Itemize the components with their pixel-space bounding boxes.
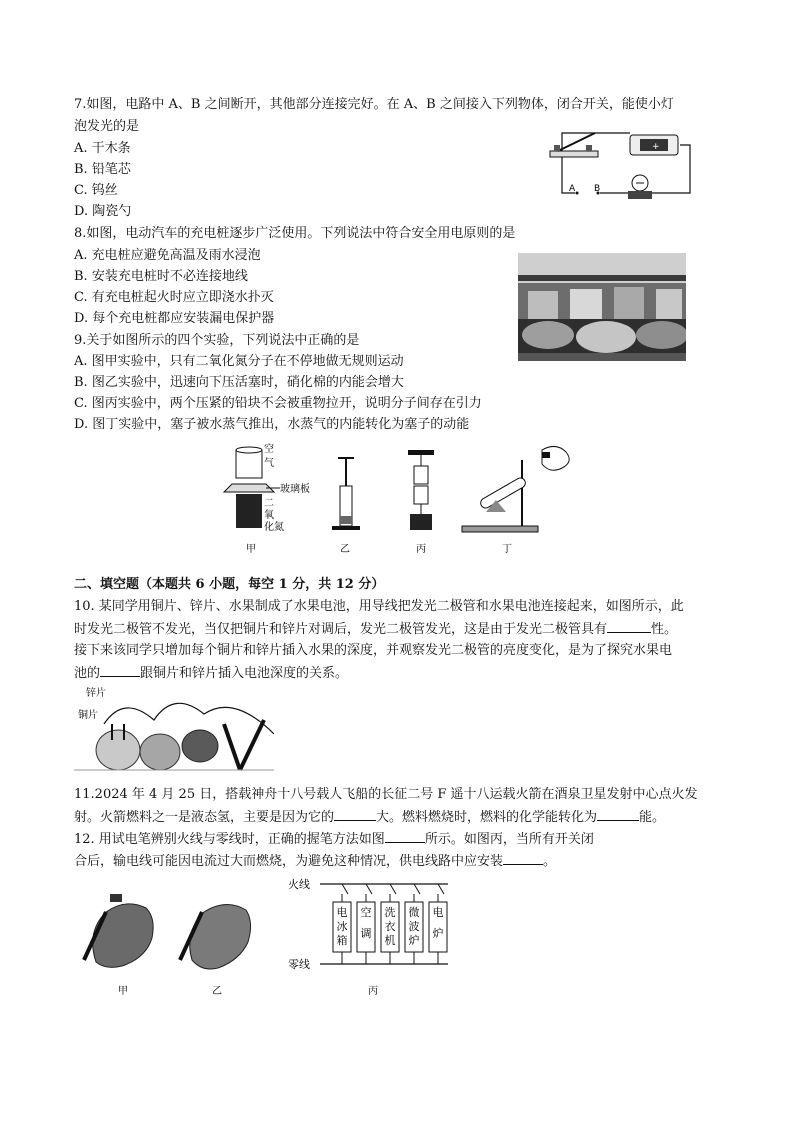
appliance-label: 机 — [384, 934, 396, 947]
q12-caption-yi: 乙 — [212, 986, 222, 997]
q9-option-a: A. 图甲实验中，只有二氧化氮分子在不停地做无规则运动 — [74, 354, 404, 369]
q12-line2 — [74, 852, 556, 871]
q11-line2-c: 能。 — [639, 810, 666, 825]
q9-caption-jia: 甲 — [246, 544, 256, 555]
q11-line1: 11.2024 年 4 月 25 日，搭载神舟十八号载人飞船的长征二号 F 遥十八运载火箭在酒泉卫星发射中心点火发 — [74, 787, 698, 802]
q7-label-a: A — [569, 184, 576, 194]
no2-label-3: 化氮 — [264, 522, 284, 533]
appliance-label: 空 — [360, 906, 372, 919]
switch — [414, 884, 420, 894]
q11-blank-1 — [334, 808, 376, 821]
section-2-heading: 二、填空题（本题共 6 小题，每空 1 分，共 12 分） — [74, 577, 385, 592]
copper-label: 铜片 — [78, 710, 98, 721]
glass-plate-label: 玻璃板 — [280, 484, 310, 495]
q10-blank-2 — [100, 664, 140, 677]
q9-experiments-figure — [216, 440, 586, 558]
q11-blank-2 — [597, 808, 639, 821]
zinc-label: 锌片 — [86, 688, 106, 699]
q10-line4-a: 池的 — [74, 666, 101, 681]
q12-line2-b: 。 — [543, 854, 557, 869]
q12-blank-1 — [385, 830, 425, 843]
q7-label-b: B — [594, 184, 601, 194]
q7-stem-line2: 泡发光的是 — [74, 119, 140, 134]
appliance-label: 箱 — [336, 934, 348, 947]
q10-line4 — [74, 664, 348, 683]
q8-option-b: B. 安装充电桩时不必连接地线 — [74, 269, 248, 284]
q7-option-c: C. 钨丝 — [74, 183, 118, 198]
q12-caption-jia: 甲 — [118, 986, 128, 997]
appliance-label: 炉 — [432, 927, 444, 940]
q7-option-d: D. 陶瓷勺 — [74, 204, 132, 219]
q9-caption-yi: 乙 — [340, 544, 350, 555]
switch — [366, 884, 372, 894]
switch — [438, 884, 444, 894]
q11-line2 — [74, 808, 665, 827]
fruit-battery-figure — [74, 684, 274, 772]
q10-blank-1 — [607, 620, 651, 633]
q12-line2-a: 合后，输电线可能因电流过大而燃烧，为避免这种情况，供电线路中应安装 — [74, 854, 504, 869]
q8-option-c: C. 有充电桩起火时应立即浇水扑灭 — [74, 290, 274, 305]
q12-line1-b: 所示。如图丙，当所有开关闭 — [424, 832, 594, 847]
q10-line4-b: 跟铜片和锌片插入电池深度的关系。 — [140, 666, 349, 681]
q10-line1: 10. 某同学用铜片、锌片、水果制成了水果电池，用导线把发光二极管和水果电池连接起来，如图所示，此 — [74, 599, 684, 614]
q7-option-b: B. 铅笔芯 — [74, 162, 131, 177]
q10-line2-b: 性。 — [651, 622, 678, 637]
q7-circuit-figure — [540, 125, 700, 207]
q9-option-d: D. 图丁实验中，塞子被水蒸气推出，水蒸气的内能转化为塞子的动能 — [74, 417, 470, 432]
q9-option-c: C. 图丙实验中，两个压紧的铅块不会被重物拉开，说明分子间存在引力 — [74, 396, 482, 411]
q9-caption-ding: 丁 — [502, 544, 512, 555]
air-label-2: 气 — [264, 458, 274, 469]
svg-text:+: + — [652, 142, 660, 152]
q7-stem-line1: 7.如图，电路中 A、B 之间断开，其他部分连接完好。在 A、B 之间接入下列物体，闭合开关，能使小灯 — [74, 97, 674, 112]
q11-line2-b: 大。燃料燃烧时，燃料的化学能转化为 — [376, 810, 598, 825]
appliance-label: 电 — [432, 906, 444, 919]
appliance-label: 波 — [408, 920, 420, 933]
test-pen-grip-figures — [76, 872, 266, 1002]
q12-blank-2 — [503, 852, 543, 865]
q12-line1 — [74, 830, 594, 849]
switch — [390, 884, 396, 894]
neutral-wire-label: 零线 — [288, 958, 310, 971]
household-circuit-figure — [284, 872, 454, 1002]
charging-station-photo — [518, 253, 686, 361]
appliance-label: 冰 — [336, 920, 348, 933]
q8-option-d: D. 每个充电桩都应安装漏电保护器 — [74, 311, 275, 326]
q8-option-a: A. 充电桩应避免高温及雨水浸泡 — [74, 248, 261, 263]
q12-caption-bing: 丙 — [368, 986, 378, 997]
air-label-1: 空 — [264, 444, 274, 455]
q8-stem: 8.如图，电动汽车的充电桩逐步广泛使用。下列说法中符合安全用电原则的是 — [74, 226, 516, 241]
q7-option-a: A. 干木条 — [74, 141, 131, 156]
appliance-label: 衣 — [384, 920, 396, 933]
q11-line2-a: 射。火箭燃料之一是液态氢，主要是因为它的 — [74, 810, 335, 825]
appliance-label: 炉 — [408, 934, 420, 947]
q9-caption-bing: 丙 — [416, 544, 426, 555]
q9-option-b: B. 图乙实验中，迅速向下压活塞时，硝化棉的内能会增大 — [74, 375, 404, 390]
q10-line3: 接下来该同学只增加每个铜片和锌片插入水果的深度，并观察发光二极管的亮度变化，是为了探究水果电 — [74, 643, 673, 658]
appliance-label: 电 — [336, 906, 348, 919]
appliance-label: 洗 — [384, 906, 396, 919]
appliance-label: 调 — [360, 927, 372, 940]
switch — [342, 884, 348, 894]
appliance-label: 微 — [408, 906, 420, 919]
q9-stem: 9.关于如图所示的四个实验，下列说法中正确的是 — [74, 333, 360, 348]
no2-label-1: 二 — [264, 498, 274, 509]
q10-line2-a: 时发光二极管不发光，当仅把铜片和锌片对调后，发光二极管发光，这是由于发光二极管具有 — [74, 622, 608, 637]
q12-line1-a: 12. 用试电笔辨别火线与零线时，正确的握笔方法如图 — [74, 832, 385, 847]
live-wire-label: 火线 — [288, 878, 310, 891]
q10-line2 — [74, 620, 677, 639]
no2-label-2: 氧 — [264, 510, 274, 521]
